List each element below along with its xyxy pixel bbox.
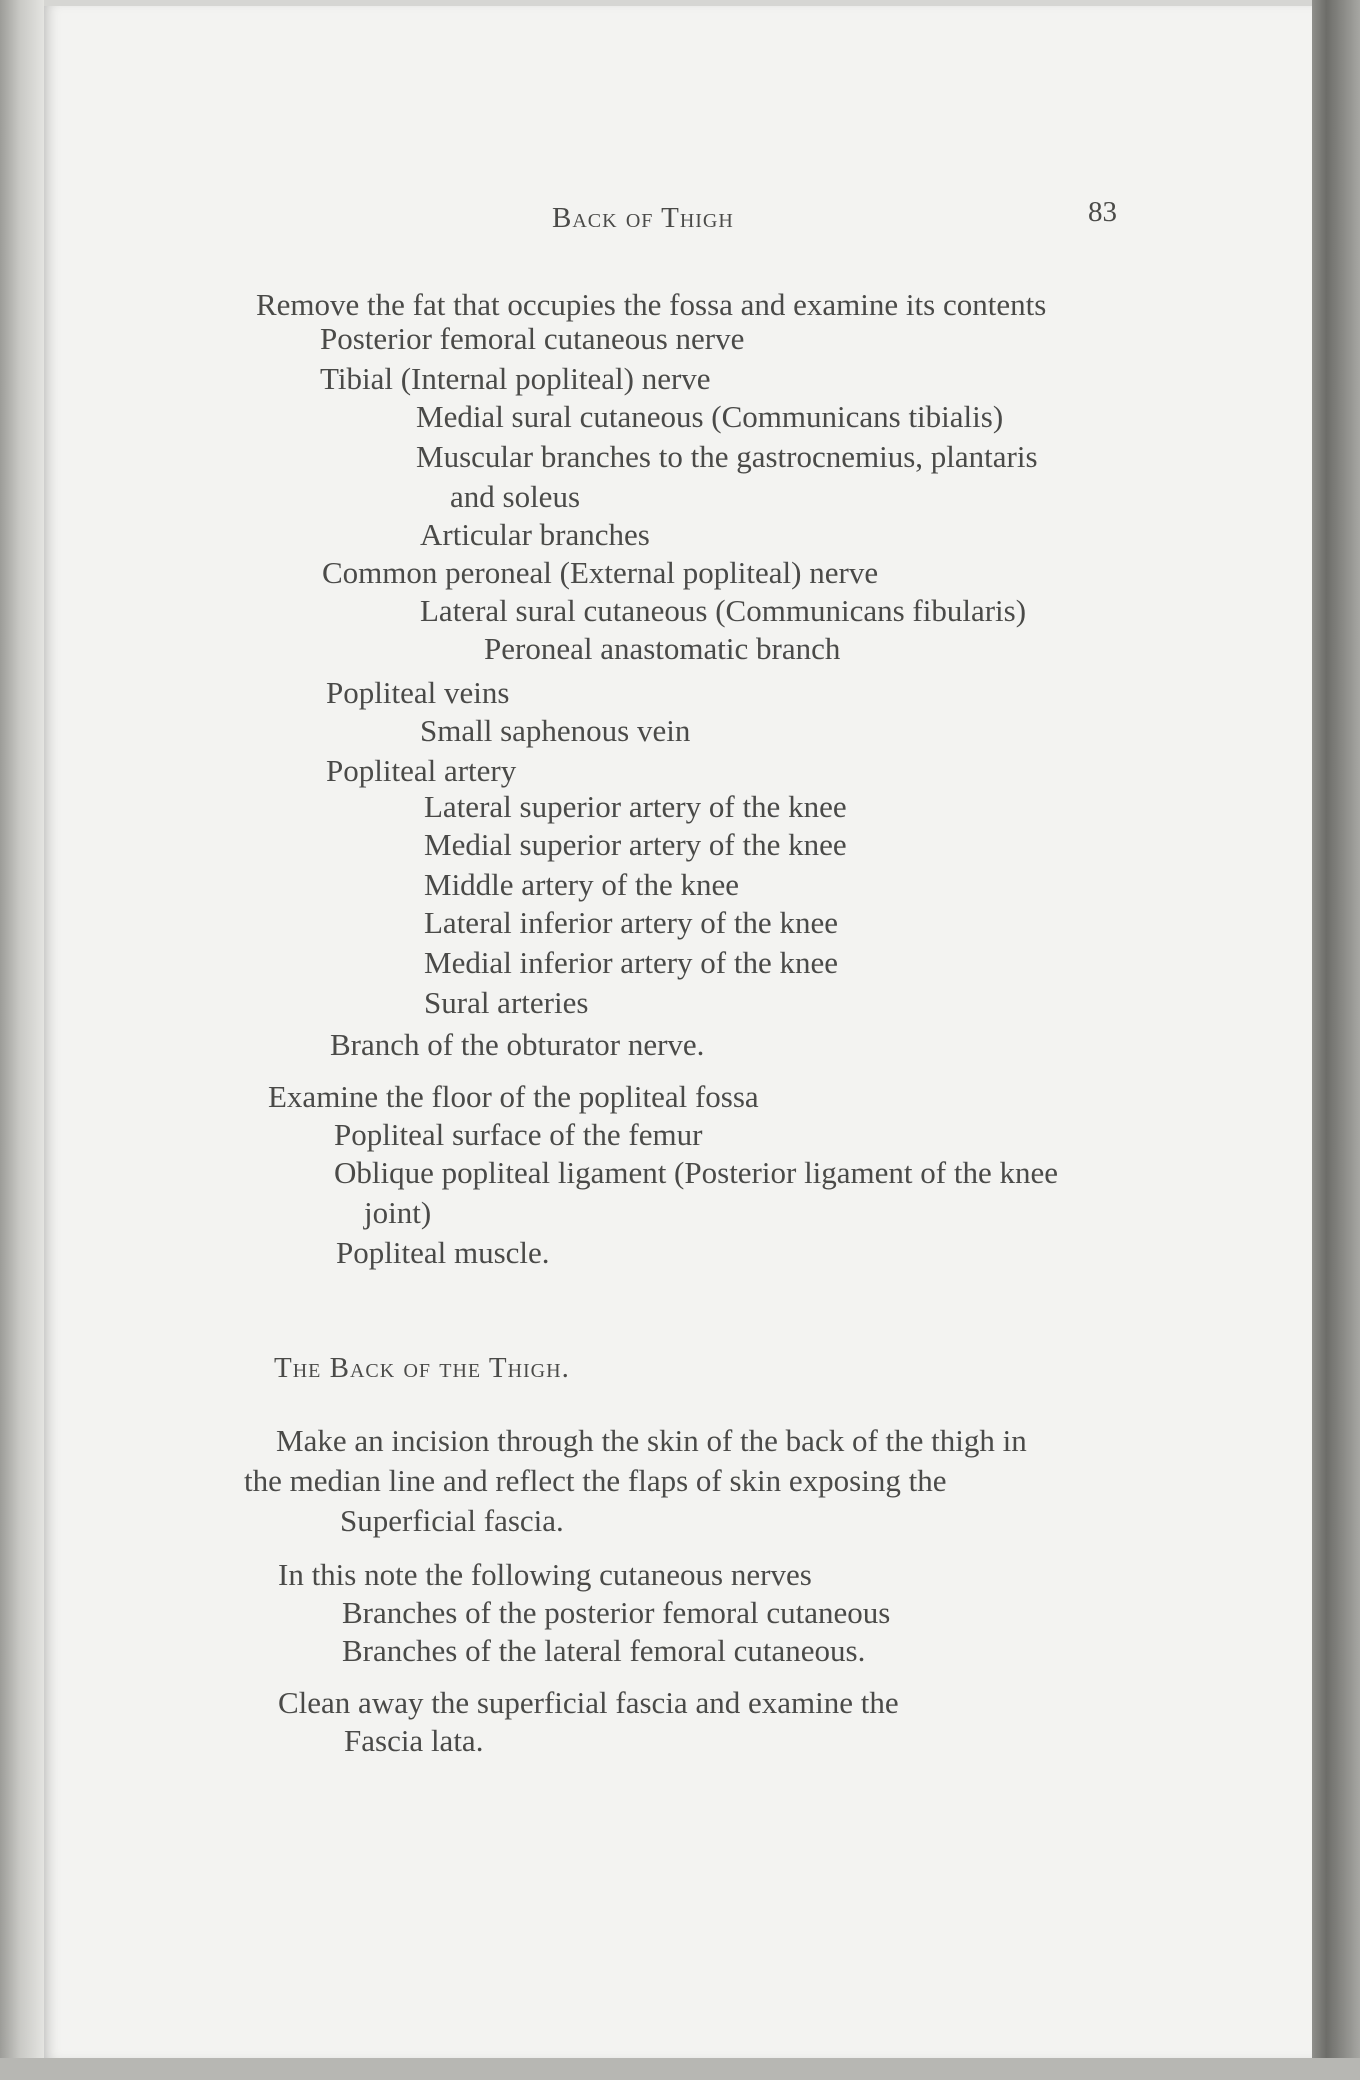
- contents-intro: Remove the fat that occupies the fossa and examine its contents: [256, 287, 1047, 322]
- contents-item: Popliteal artery: [326, 753, 517, 788]
- incision-line: Make an incision through the skin of the back of the thigh in: [276, 1423, 1027, 1458]
- page-edge-bottom: [0, 2058, 1360, 2080]
- contents-item: Posterior femoral cutaneous nerve: [320, 321, 745, 356]
- superficial-fascia: Superficial fascia.: [340, 1503, 564, 1538]
- contents-item: Lateral superior artery of the knee: [424, 789, 847, 824]
- contents-item: Popliteal veins: [326, 675, 510, 710]
- contents-item: Articular branches: [420, 517, 650, 552]
- contents-item: Medial superior artery of the knee: [424, 827, 847, 862]
- contents-item: Medial inferior artery of the knee: [424, 945, 839, 980]
- page-number: 83: [1088, 196, 1117, 228]
- floor-item: Oblique popliteal ligament (Posterior ligament of the knee: [334, 1155, 1059, 1190]
- nerve-item: Branches of the posterior femoral cutaneous: [342, 1595, 891, 1630]
- incision-line: the median line and reflect the flaps of skin exposing the: [244, 1463, 947, 1498]
- contents-item: Peroneal anastomatic branch: [484, 631, 841, 666]
- contents-item: Sural arteries: [424, 985, 589, 1020]
- contents-item: and soleus: [450, 479, 581, 514]
- running-head: Back of Thigh: [552, 202, 734, 234]
- contents-item: Tibial (Internal popliteal) nerve: [320, 361, 711, 396]
- contents-item: Muscular branches to the gastrocnemius, plantaris: [416, 439, 1038, 474]
- contents-item: Common peroneal (External popliteal) nerve: [322, 555, 879, 590]
- page-edge-right: [1312, 0, 1360, 2080]
- contents-item: Medial sural cutaneous (Communicans tibialis): [416, 399, 1004, 434]
- nerves-intro: In this note the following cutaneous nerves: [278, 1557, 812, 1592]
- contents-item: Lateral sural cutaneous (Communicans fibularis): [420, 593, 1027, 628]
- floor-intro: Examine the floor of the popliteal fossa: [268, 1079, 759, 1114]
- floor-item: Popliteal surface of the femur: [334, 1117, 703, 1152]
- clean-line: Clean away the superficial fascia and examine the: [278, 1685, 899, 1720]
- contents-item: Middle artery of the knee: [424, 867, 740, 902]
- contents-item: Branch of the obturator nerve.: [330, 1027, 705, 1062]
- book-spine-shadow: [0, 0, 44, 2080]
- nerve-item: Branches of the lateral femoral cutaneous.: [342, 1633, 866, 1668]
- contents-item: Lateral inferior artery of the knee: [424, 905, 838, 940]
- contents-item: Small saphenous vein: [420, 713, 691, 748]
- section-heading: The Back of the Thigh.: [274, 1352, 570, 1384]
- floor-item: joint): [364, 1195, 432, 1230]
- floor-item: Popliteal muscle.: [336, 1235, 550, 1270]
- fascia-lata: Fascia lata.: [344, 1723, 484, 1758]
